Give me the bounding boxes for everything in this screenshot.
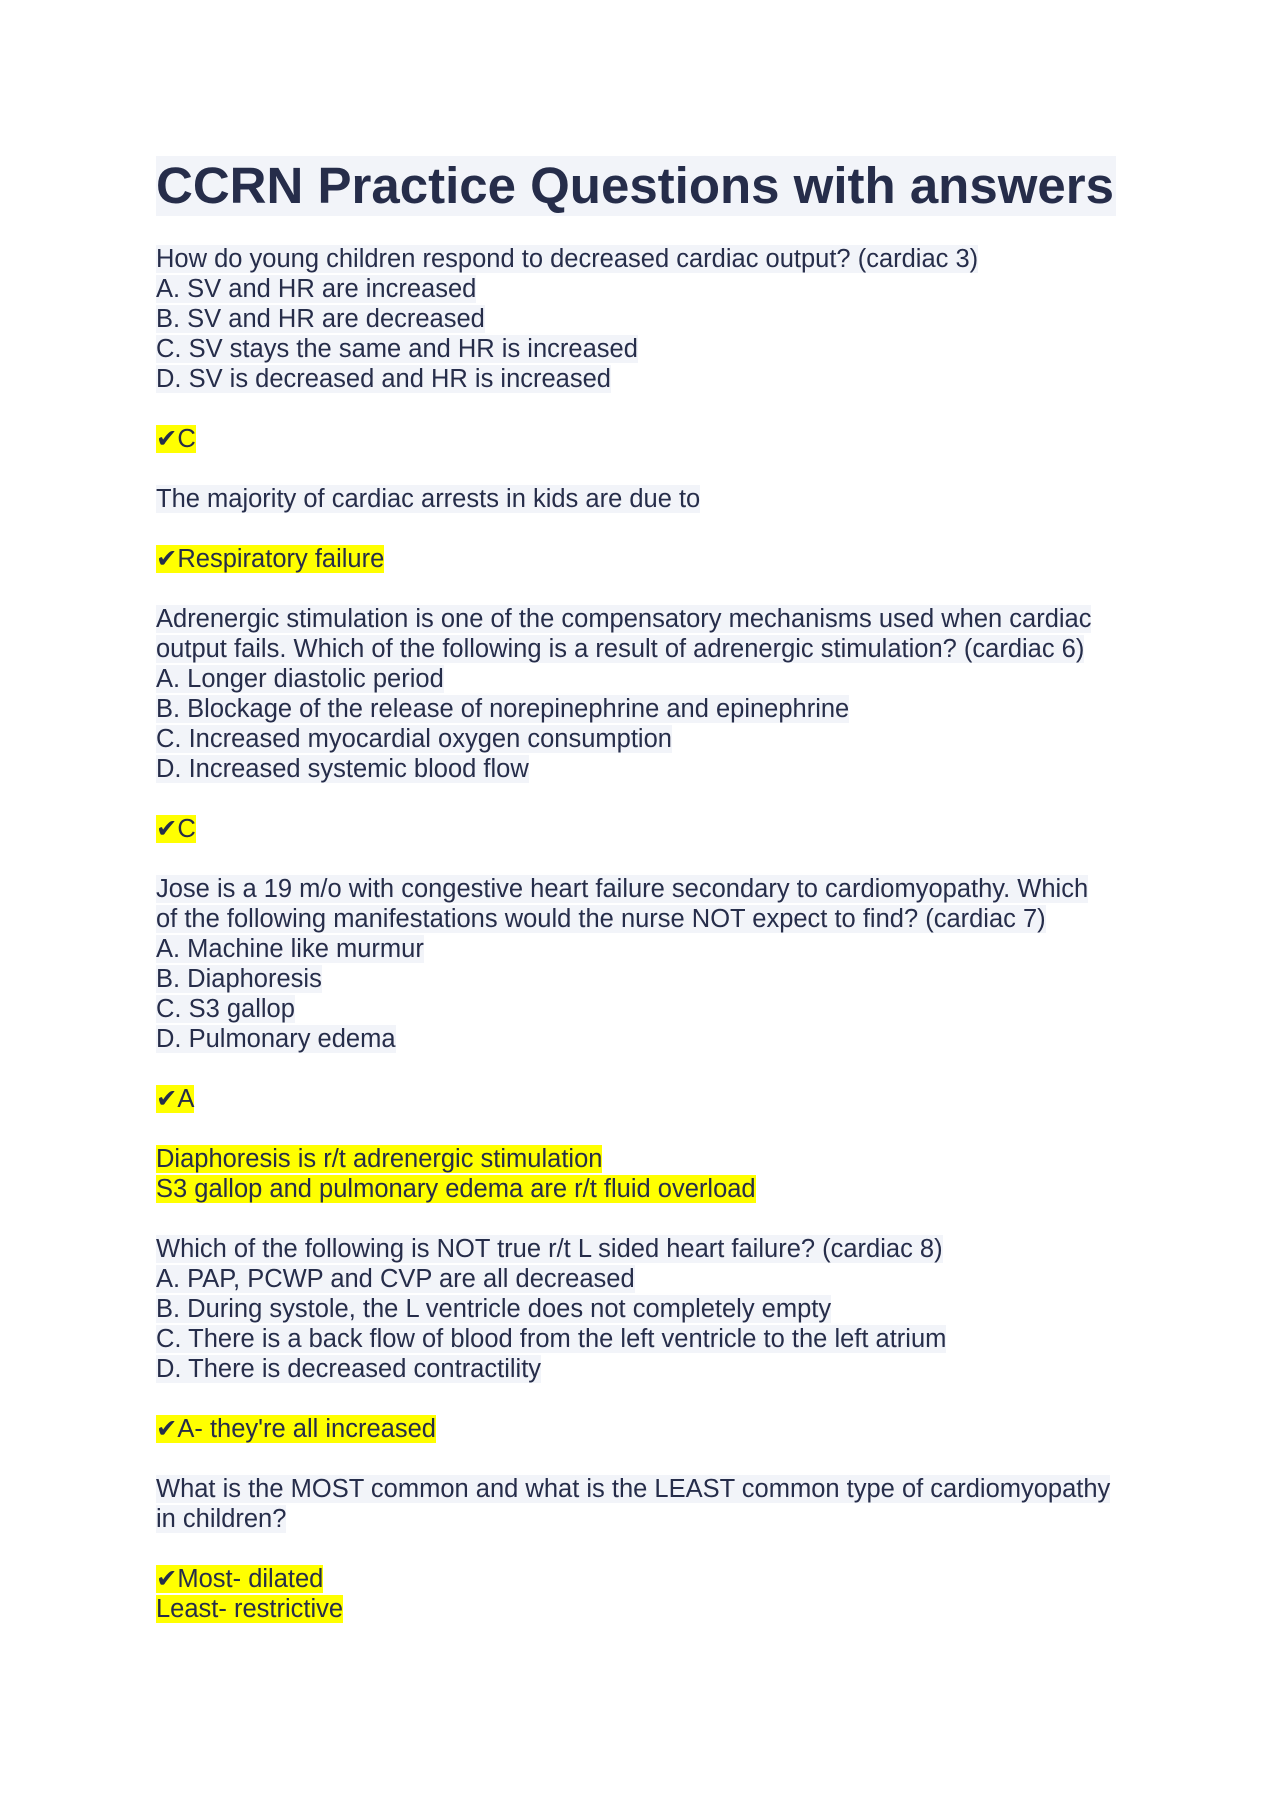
page-title: CCRN Practice Questions with answers [156,157,1114,214]
question-line [156,484,1136,514]
question-line [156,1024,1136,1054]
question-line [156,1234,1136,1264]
question-text: The majority of cardiac arrests in kids are due to [156,485,701,513]
question-text: B. Blockage of the release of norepinephrine and epinephrine [156,695,850,723]
question-line [156,634,1136,664]
question-line [156,964,1136,994]
question-text: What is the MOST common and what is the LEAST common type of cardiomyopathy [156,1475,1111,1503]
question-line [156,604,1136,634]
explanation-line [156,1144,1136,1174]
question-text: Jose is a 19 m/o with congestive heart failure secondary to cardiomyopathy. Which [156,875,1089,903]
question-text: A. SV and HR are increased [156,275,477,303]
answer-line [156,1594,1136,1624]
question-line [156,244,1136,274]
question-line [156,754,1136,784]
question-text: Which of the following is NOT true r/t L sided heart failure? (cardiac 8) [156,1235,943,1263]
question-text: B. Diaphoresis [156,965,322,993]
question-line [156,724,1136,754]
question-text: C. Increased myocardial oxygen consumption [156,725,672,753]
answer-line [156,814,1136,844]
question-block [156,604,1136,784]
answer-text: Least- restrictive [156,1595,344,1623]
question-text: D. SV is decreased and HR is increased [156,365,611,393]
question-list [156,244,1136,1624]
question-text: C. SV stays the same and HR is increased [156,335,638,363]
answer-block [156,544,1136,574]
answer-line [156,1564,1136,1594]
explanation-block [156,1144,1136,1204]
answer-text: ✔Respiratory failure [156,545,385,573]
question-line [156,934,1136,964]
answer-line [156,1084,1136,1114]
answer-text: ✔A- they're all increased [156,1415,436,1443]
question-text: A. Machine like murmur [156,935,424,963]
question-text: How do young children respond to decreased cardiac output? (cardiac 3) [156,245,979,273]
answer-line [156,424,1136,454]
question-text: D. Pulmonary edema [156,1025,396,1053]
question-line [156,664,1136,694]
question-block [156,1474,1136,1534]
question-line [156,304,1136,334]
answer-line [156,544,1136,574]
question-line [156,904,1136,934]
answer-line [156,1414,1136,1444]
question-line [156,1354,1136,1384]
question-line [156,1504,1136,1534]
question-text: B. SV and HR are decreased [156,305,485,333]
document-page [156,156,1136,1654]
question-line [156,874,1136,904]
question-text: C. There is a back flow of blood from the left ventricle to the left atrium [156,1325,947,1353]
question-block [156,874,1136,1054]
explanation-line [156,1174,1136,1204]
answer-block [156,1414,1136,1444]
question-block [156,484,1136,514]
answer-text: ✔C [156,815,196,843]
answer-block [156,814,1136,844]
question-text: of the following manifestations would the nurse NOT expect to find? (cardiac 7) [156,905,1046,933]
answer-text: ✔A [156,1085,195,1113]
question-text: B. During systole, the L ventricle does not completely empty [156,1295,832,1323]
answer-block [156,1564,1136,1624]
question-text: A. PAP, PCWP and CVP are all decreased [156,1265,635,1293]
question-line [156,994,1136,1024]
question-line [156,1474,1136,1504]
question-line [156,1294,1136,1324]
question-block [156,1234,1136,1384]
explanation-text: Diaphoresis is r/t adrenergic stimulation [156,1145,603,1173]
question-text: D. There is decreased contractility [156,1355,542,1383]
question-text: output fails. Which of the following is a result of adrenergic stimulation? (cardiac 6) [156,635,1085,663]
question-text: C. S3 gallop [156,995,295,1023]
answer-text: ✔C [156,425,196,453]
question-block [156,244,1136,394]
question-line [156,694,1136,724]
question-line [156,1264,1136,1294]
question-text: D. Increased systemic blood flow [156,755,529,783]
question-line [156,1324,1136,1354]
answer-block [156,424,1136,454]
answer-text: ✔Most- dilated [156,1565,324,1593]
explanation-text: S3 gallop and pulmonary edema are r/t fluid overload [156,1175,756,1203]
answer-block [156,1084,1136,1114]
question-text: Adrenergic stimulation is one of the compensatory mechanisms used when cardiac [156,605,1092,633]
question-text: in children? [156,1505,287,1533]
question-line [156,274,1136,304]
question-line [156,334,1136,364]
question-line [156,364,1136,394]
question-text: A. Longer diastolic period [156,665,444,693]
